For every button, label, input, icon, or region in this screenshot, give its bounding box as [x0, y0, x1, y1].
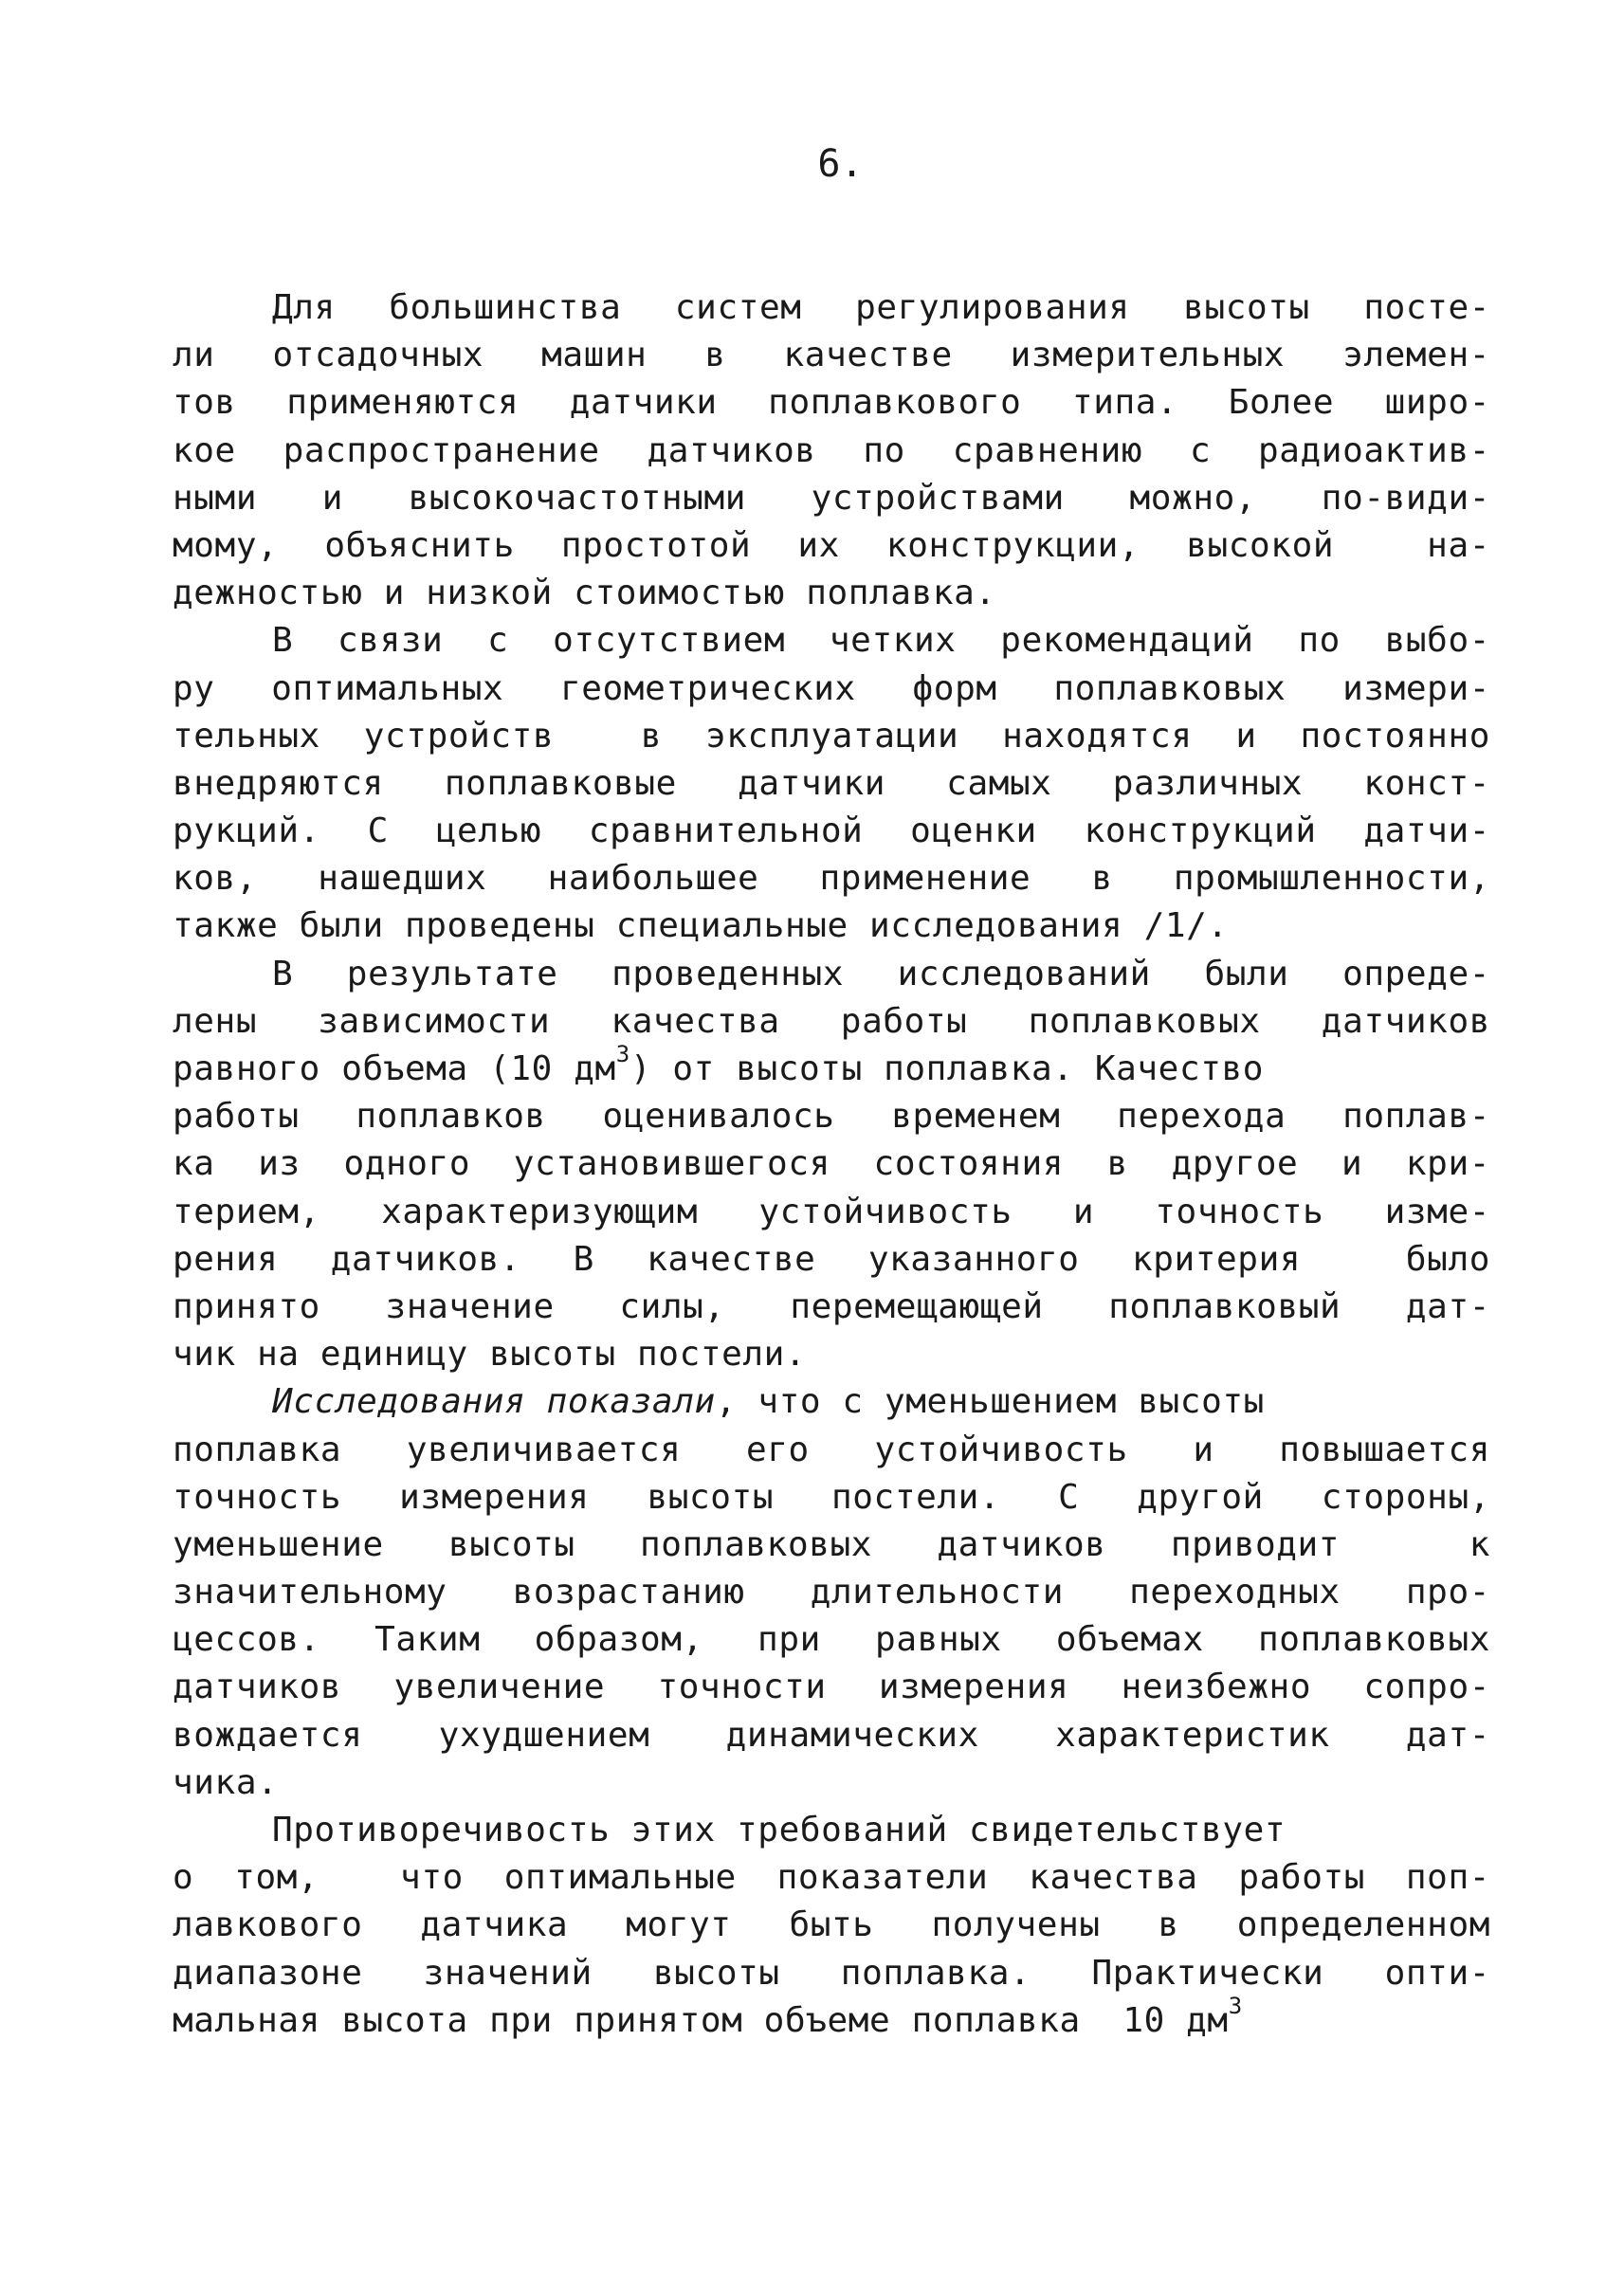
- text-segment: ) от высоты поплавка. Качество: [630, 1049, 1265, 1088]
- text-line: вождается ухудшением динамических характеристик дат-: [173, 1715, 1490, 1755]
- text-line: точность измерения высоты постели. С другой стороны,: [173, 1477, 1490, 1517]
- text-line: дежностью и низкой стоимостью поплавка.: [173, 574, 996, 613]
- page-number: 6.: [817, 142, 864, 186]
- text-line: поплавка увеличивается его устойчивость и повышается: [173, 1430, 1490, 1469]
- text-line-with-superscript: [173, 1041, 1490, 1093]
- text-line: тов применяются датчики поплавкового типа. Более широ-: [173, 383, 1490, 423]
- superscript-cube: 3: [615, 1041, 630, 1067]
- text-line: лавкового датчика могут быть получены в определенном: [173, 1905, 1490, 1945]
- text-line: лены зависимости качества работы поплавковых датчиков: [173, 1001, 1490, 1041]
- paragraph-4: [173, 1378, 1490, 1807]
- text-line: ными и высокочастотными устройствами можно, по-види-: [173, 478, 1490, 518]
- text-line: ков, нашедших наибольшее применение в промышленности,: [173, 859, 1490, 899]
- text-line: диапазоне значений высоты поплавка. Практически опти-: [173, 1953, 1490, 1993]
- text-line: также были проведены специальные исследования /1/.: [173, 906, 1229, 946]
- paragraph-1: [173, 284, 1490, 617]
- paragraph-2: [173, 617, 1490, 950]
- text-line-with-superscript: [173, 1992, 1490, 2045]
- text-line: Противоречивость этих требований свидетельствует: [272, 1811, 1286, 1850]
- text-segment: равного объема (10 дм: [173, 1049, 616, 1088]
- text-line: ру оптимальных геометрических форм поплавковых измери-: [173, 668, 1490, 708]
- text-line: кое распространение датчиков по сравнению с радиоактив-: [173, 430, 1490, 470]
- text-line: тельных устройств в эксплуатации находятся и постоянно: [173, 716, 1490, 756]
- text-line: ли отсадочных машин в качестве измерительных элемен-: [173, 336, 1490, 375]
- text-segment: , что с уменьшением высоты: [715, 1382, 1265, 1422]
- body-text: [173, 284, 1490, 2045]
- text-line: датчиков увеличение точности измерения неизбежно сопро-: [173, 1667, 1490, 1707]
- text-line: рения датчиков. В качестве указанного критерия было: [173, 1239, 1490, 1279]
- text-line: принято значение силы, перемещающей поплавковый дат-: [173, 1286, 1490, 1326]
- text-line: работы поплавков оценивалось временем перехода поплав-: [173, 1097, 1490, 1137]
- text-segment: мальная высота при принятом объеме поплавка 10 дм: [173, 2000, 1229, 2040]
- text-line: чика.: [173, 1762, 279, 1802]
- text-line: В связи с отсутствием четких рекомендаций по выбо-: [272, 621, 1490, 661]
- superscript-cube: 3: [1228, 1992, 1243, 2019]
- italic-phrase: Исследования показали: [272, 1382, 716, 1422]
- text-line: терием, характеризующим устойчивость и точность изме-: [173, 1192, 1490, 1231]
- paragraph-5: [173, 1807, 1490, 2045]
- text-line: чик на единицу высоты постели.: [173, 1335, 807, 1375]
- text-line: внедряются поплавковые датчики самых различных конст-: [173, 763, 1490, 803]
- text-line: ка из одного установившегося состояния в другое и кри-: [173, 1144, 1490, 1184]
- text-line: Для большинства систем регулирования высоты посте-: [272, 288, 1490, 327]
- text-line: значительному возрастанию длительности переходных про-: [173, 1573, 1490, 1613]
- text-line: В результате проведенных исследований были опреде-: [272, 954, 1490, 993]
- paragraph-3: [173, 951, 1490, 1379]
- text-line: цессов. Таким образом, при равных объемах поплавковых: [173, 1620, 1490, 1660]
- text-line-with-italic: [173, 1378, 1490, 1426]
- text-line: о том, что оптимальные показатели качества работы поп-: [173, 1858, 1490, 1898]
- text-line: уменьшение высоты поплавковых датчиков приводит к: [173, 1524, 1490, 1564]
- text-line: мому, объяснить простотой их конструкции, высокой на-: [173, 525, 1490, 565]
- text-line: рукций. С целью сравнительной оценки конструкций датчи-: [173, 811, 1490, 851]
